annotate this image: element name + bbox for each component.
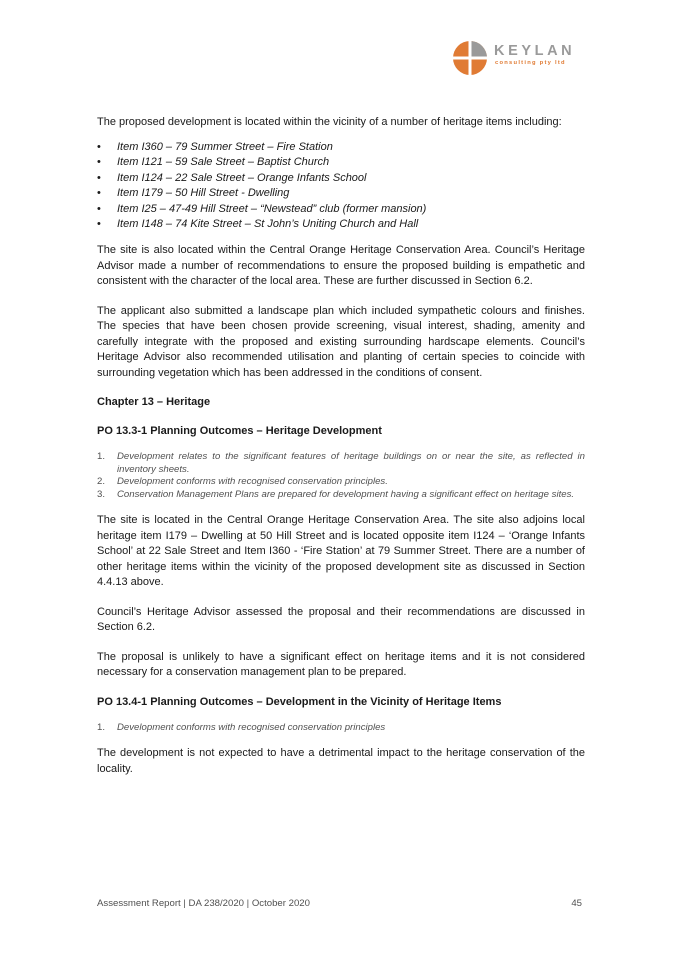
intro-paragraph: The proposed development is located within the vicinity of a number of heritage items including: xyxy=(97,116,562,128)
list-item: • Item I360 – 79 Summer Street – Fire Station xyxy=(97,140,585,156)
po-13-3-1-criteria xyxy=(97,451,585,501)
po-13-3-1-heading: PO 13.3-1 Planning Outcomes – Heritage Development xyxy=(97,425,382,438)
page-number: 45 xyxy=(571,898,582,909)
conservation-area-paragraph: The site is also located within the Central Orange Heritage Conservation Area. Council’s Heritage Advisor made a number of recommendations to ensure the proposed building is empathetic and consistent with the character of the local area. These are further discussed in Section 6.2. xyxy=(97,244,585,288)
page-content xyxy=(97,115,585,777)
criteria-item: 1. Development conforms with recognised conservation principles xyxy=(97,721,386,733)
po-13-4-1-criteria xyxy=(97,722,585,735)
criteria-item: 3. Conservation Management Plans are prepared for development having a significant effect on heritage sites. xyxy=(97,488,575,500)
list-item: • Item I148 – 74 Kite Street – St John’s Uniting Church and Hall xyxy=(97,217,585,233)
list-item: • Item I179 – 50 Hill Street - Dwelling xyxy=(97,186,585,202)
landscape-paragraph: The applicant also submitted a landscape plan which included sympathetic colours and finishes. The species that have been chosen provide screening, visual interest, shading, amenity and carefully integrate with the proposed and existing surrounding hardscape elements. Council’s Heritage Advisor also recommended utilisation and planting of certain species to coincide with surrounding vegetation which has been addressed in the conditions of consent. xyxy=(97,304,585,379)
logo-wordmark: KEYLAN xyxy=(494,43,576,59)
effect-paragraph: The proposal is unlikely to have a significant effect on heritage items and it is not considered necessary for a conservation management plan to be prepared. xyxy=(97,650,585,679)
footer-report-info: Assessment Report | DA 238/2020 | October 2020 xyxy=(97,898,310,909)
keylan-logo-icon xyxy=(452,40,488,76)
chapter-heading: Chapter 13 – Heritage xyxy=(97,396,211,409)
heritage-items-list xyxy=(97,140,585,234)
list-item: • Item I25 – 47-49 Hill Street – “Newstead” club (former mansion) xyxy=(97,202,585,218)
po-13-4-1-heading: PO 13.4-1 Planning Outcomes – Development in the Vicinity of Heritage Items xyxy=(97,695,502,708)
vicinity-paragraph: The development is not expected to have a detrimental impact to the heritage conservation of the locality. xyxy=(97,747,585,775)
logo-tagline: consulting pty ltd xyxy=(495,60,566,66)
advisor-paragraph: Council’s Heritage Advisor assessed the proposal and their recommendations are discussed in Section 6.2. xyxy=(97,605,585,634)
criteria-item: 1. Development relates to the significant features of heritage buildings on or near the site, as reflected in inventory sheets. xyxy=(97,451,585,475)
list-item: • Item I124 – 22 Sale Street – Orange Infants School xyxy=(97,171,585,187)
page-footer xyxy=(97,898,585,909)
criteria-item: 2. Development conforms with recognised conservation principles. xyxy=(97,476,388,488)
site-paragraph: The site is located in the Central Orange Heritage Conservation Area. The site also adjoins local heritage item I179 – Dwelling at 50 Hill Street and is located opposite item I124 – ‘Orange Infants School’ at 22 Sale Street and Item I360 - ‘Fire Station’ at 79 Summer Street. There are a number of other heritage items within the vicinity of the proposed development site as discussed in Section 4.4.13 above. xyxy=(97,514,585,589)
keylan-logo xyxy=(452,38,592,78)
list-item: • Item I121 – 59 Sale Street – Baptist Church xyxy=(97,155,585,171)
